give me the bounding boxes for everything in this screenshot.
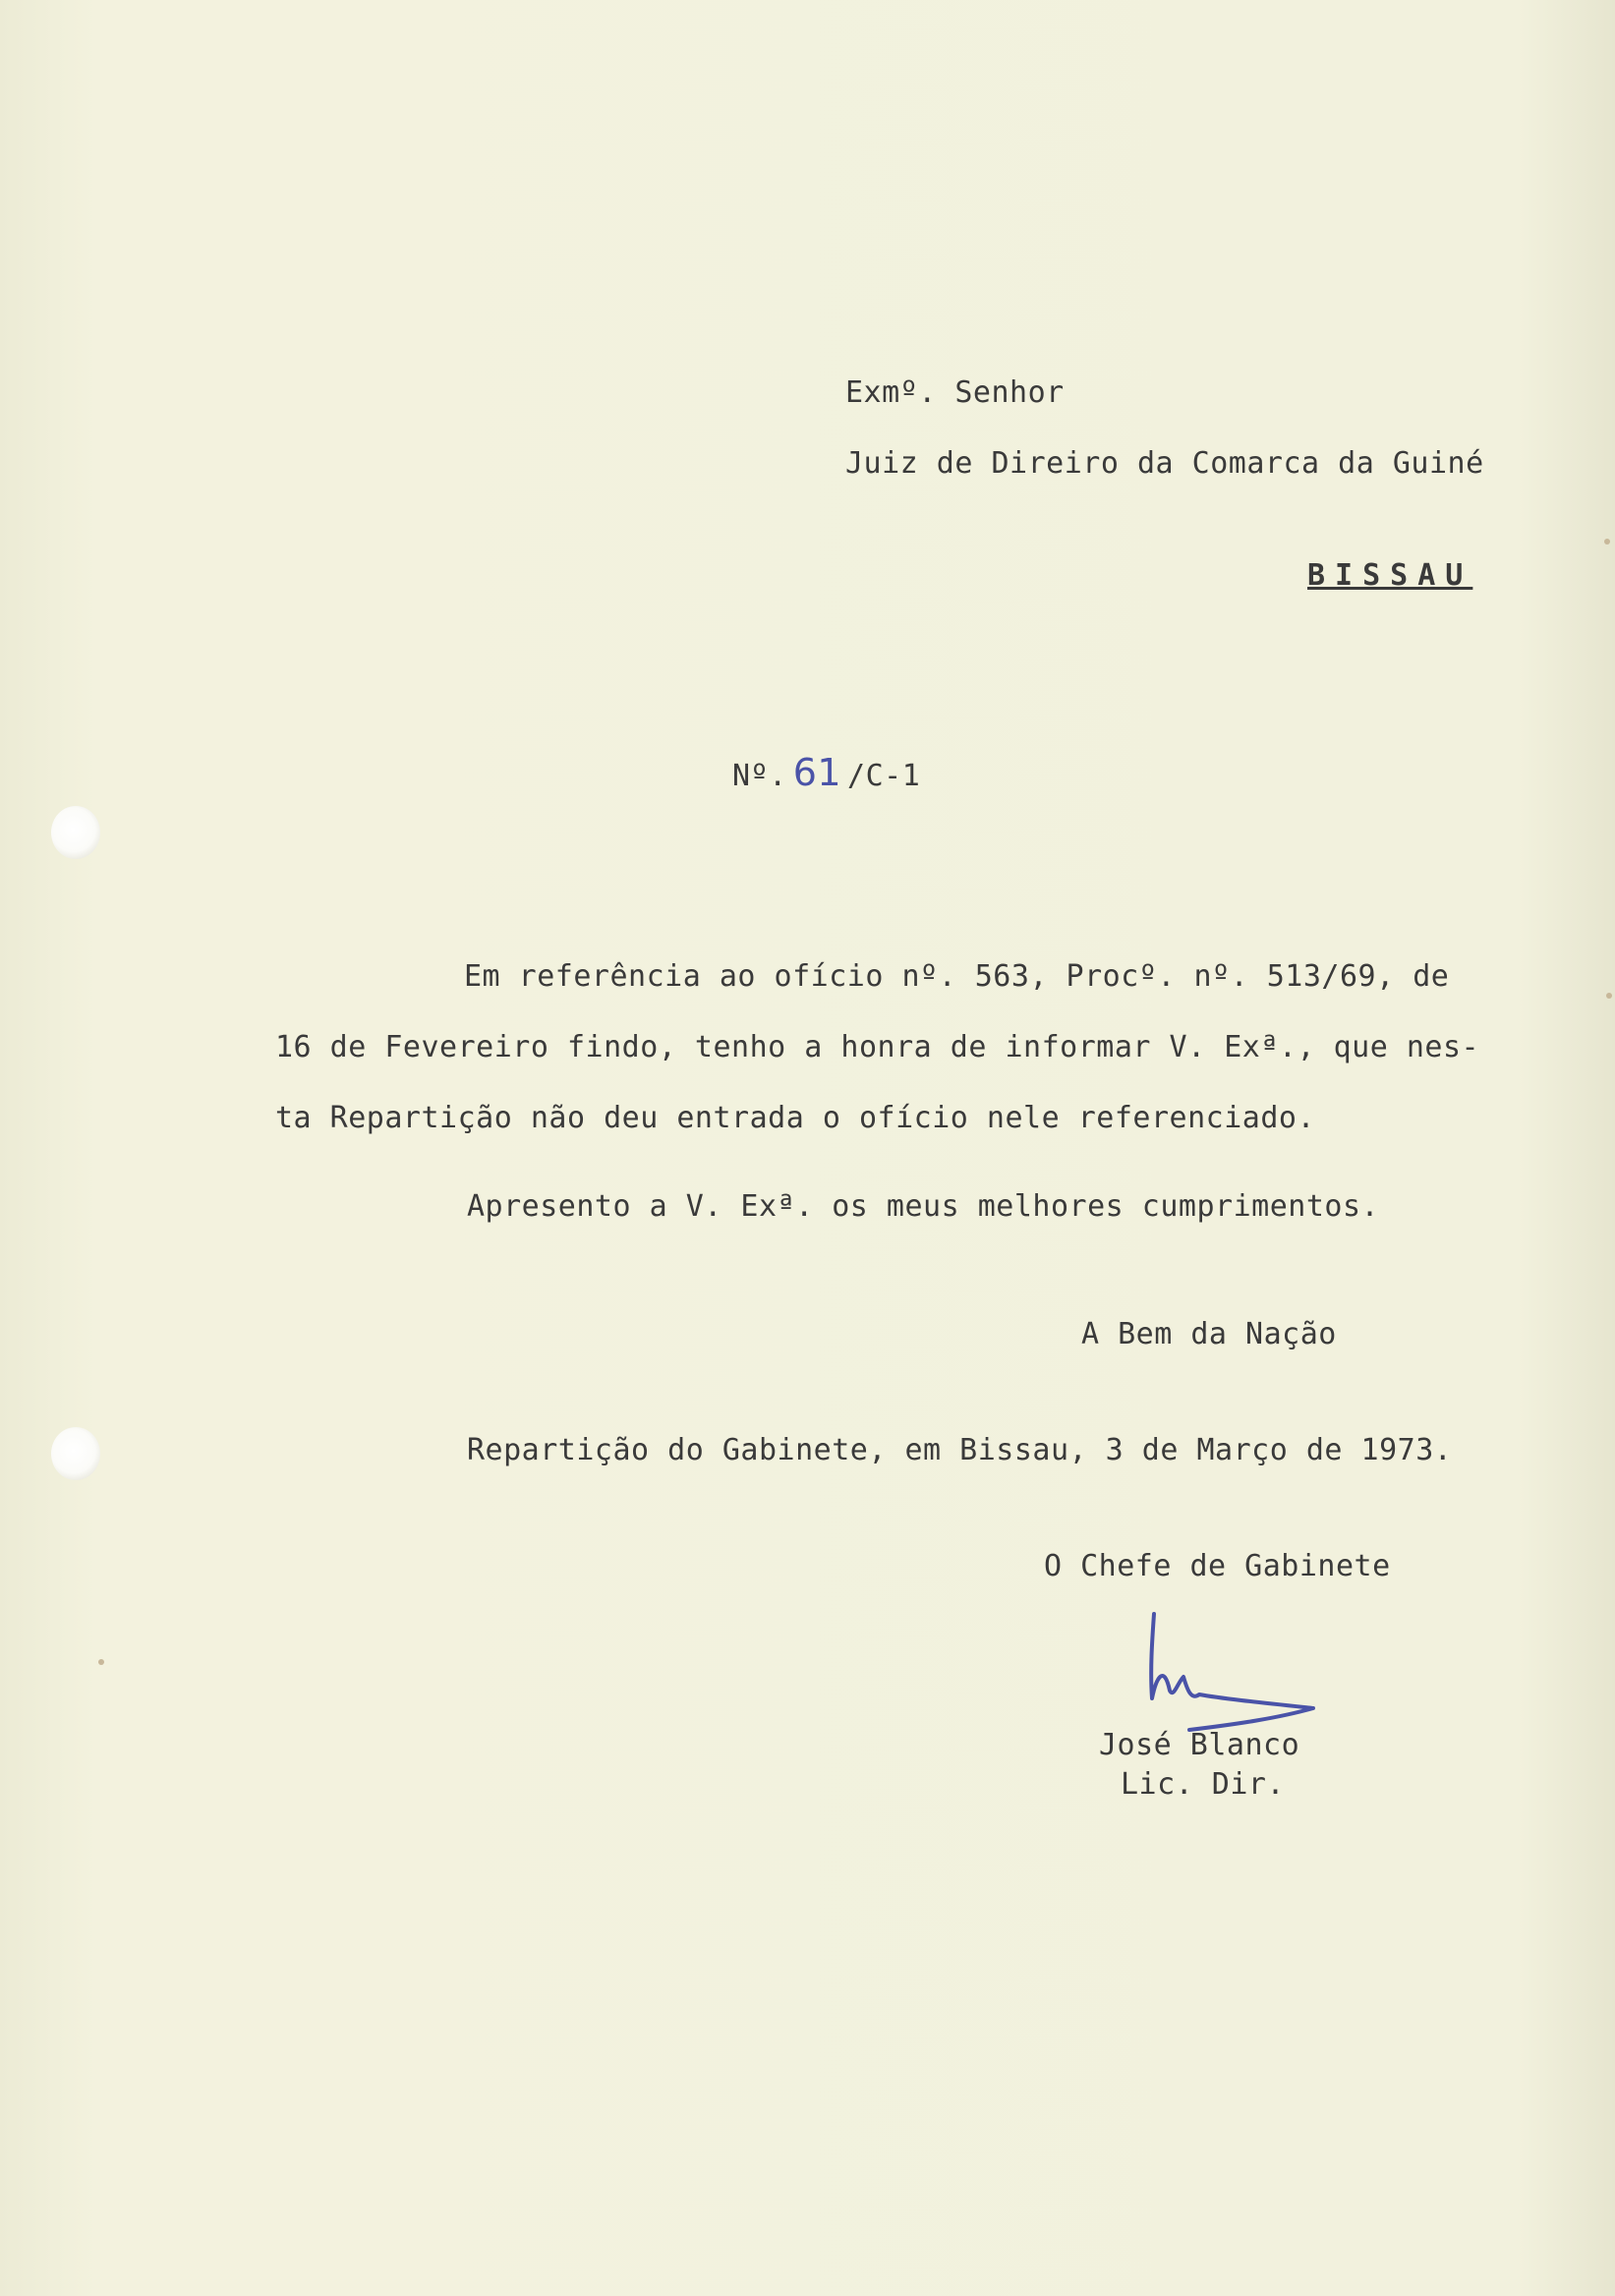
punch-hole <box>51 806 100 859</box>
place-and-date: Repartição do Gabinete, em Bissau, 3 de Março de 1973. <box>467 1433 1453 1467</box>
recipient-salutation: Exmº. Senhor <box>845 375 1065 410</box>
paper-speck <box>98 1659 104 1665</box>
greeting-paragraph: Apresento a V. Exª. os meus melhores cumprimentos. <box>467 1189 1380 1224</box>
paper-speck <box>1606 993 1612 999</box>
body-line: Em referência ao ofício nº. 563, Procº. nº. 513/69, de <box>464 959 1450 994</box>
closing-formula: A Bem da Nação <box>1081 1317 1337 1351</box>
reference-prefix: Nº. <box>732 759 787 793</box>
reference-suffix: /C-1 <box>847 759 921 793</box>
body-line: ta Repartição não deu entrada o ofício nele referenciado. <box>275 1101 1316 1135</box>
signer-credential: Lic. Dir. <box>1121 1767 1286 1802</box>
reference-number: 61 <box>792 751 842 794</box>
punch-hole <box>51 1427 100 1480</box>
body-line: 16 de Fevereiro findo, tenho a honra de informar V. Exª., que nes- <box>275 1030 1480 1064</box>
reference-line <box>732 753 920 796</box>
paper-speck <box>1604 539 1610 545</box>
signer-name: José Blanco <box>1099 1728 1300 1762</box>
recipient-title: Juiz de Direiro da Comarca da Guiné <box>845 446 1484 481</box>
signer-role: O Chefe de Gabinete <box>1044 1549 1391 1583</box>
recipient-city: BISSAU <box>1307 558 1473 593</box>
